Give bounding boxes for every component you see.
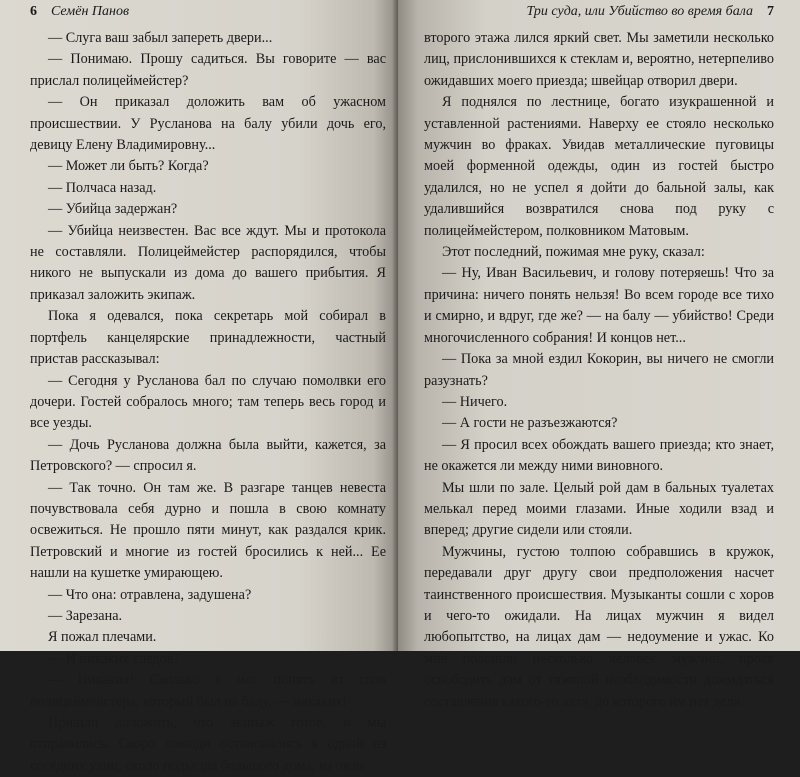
right-page-text (424, 28, 774, 713)
paragraph: — Ничего. (442, 393, 508, 410)
paragraph: — Так точно. Он там же. В разгаре танцев невеста почувствовала себя дурно и пошла в свою комнату освежиться. Не прошло пяти минут, как раздался крик. Петровский и многие из гостей бросились к ней... Ее нашли на кушетке умирающею. (30, 479, 386, 582)
paragraph: Мужчины, густою толпою собравшись в кружок, передавали друг другу свои предположения насчет таинственного происшествия. Музыканты сошли с хоров и чего-то ожидали. На лицах мужчин я видел любопытство, на лицах дам — недоумение и ужас. Ко мне подошли несколько человек мужчин, прося освободить дам от тяжелой необходимости дожидаться составления какого-то акта, до которого им нет дела. (424, 543, 774, 710)
paragraph: — Полчаса назад. (48, 179, 157, 196)
paragraph-continuation: второго этажа лился яркий свет. Мы заметили несколько лиц, прислонившихся к стеклам и, вероятно, нетерпеливо ожидавших моего приезда; швейцар отворил двери. (424, 30, 774, 89)
paragraph: — Ну, Иван Васильевич, и голову потеряешь! Что за причина: ничего понять нельзя! Во всем городе все тихо и смирно, и вдруг, где же? — на балу — убийство! Среди многочисленного собрания! И концов нет... (424, 265, 774, 346)
paragraph: — Убийца неизвестен. Вас все ждут. Мы и протокола не составляли. Полицеймейстер распорядился, чтобы никого не выпускали из дома до вашего прибытия. Я приказал заложить экипаж. (30, 222, 386, 303)
paragraph: Я поднялся по лестнице, богато изукрашенной и уставленной растениями. Наверху ее стояло несколько мужчин во фраках. Увидав металлические пуговицы моей форменной одежды, один из гостей быстро удалился, но не успел я дойти до бальной залы, как удалившийся возвратился снова под руку с полицеймейстером, полковником Матовым. (424, 94, 774, 239)
left-page (0, 0, 398, 774)
paragraph: Я пожал плечами. (48, 629, 157, 646)
paragraph: — Никаких! Сколько я мог понять из слов полицеймейстера, который был на балу, — никаких! (30, 672, 386, 710)
paragraph: — Слуга ваш забыл запереть двери... (48, 30, 273, 46)
paragraph: — Пока за мной ездил Кокорин, вы ничего не смогли разузнать? (424, 351, 774, 389)
paragraph: — Убийца задержан? (48, 201, 178, 218)
paragraph: — Я просил всех обождать вашего приезда; кто знает, не окажется ли между ними виновного. (424, 436, 774, 475)
right-page-number: 7 (767, 4, 774, 19)
paragraph: Мы шли по зале. Целый рой дам в бальных туалетах мелькал перед моими глазами. Иные ходили взад и вперед; другие сидели или стояли. (424, 479, 774, 539)
left-running-head: Семён Панов (51, 4, 130, 19)
paragraph: — И никаких следов? (48, 650, 180, 667)
paragraph: Пока я одевался, пока секретарь мой собирал в портфель канцелярские принадлежности, частный пристав рассказывал: (30, 308, 386, 368)
paragraph: — Может ли быть? Когда? (48, 158, 209, 175)
paragraph: — Понимаю. Прошу садиться. Вы говорите — вас прислал полицеймейстер? (30, 51, 386, 89)
paragraph: — Дочь Русланова должна была выйти, кажется, за Петровского? — спросил я. (30, 436, 386, 475)
left-page-header (30, 4, 386, 26)
paragraph: Пришли доложить, что экипаж готов, и мы отправились. Скоро лошади остановились в одной из соседних улиц, около подъезда большого дома, из окон (30, 715, 386, 774)
paragraph: — Он приказал доложить вам об ужасном происшествии. У Русланова на балу убили дочь его, девицу Елену Владимировну... (30, 94, 386, 154)
paragraph: — Что она: отравлена, задушена? (48, 586, 252, 603)
paragraph: — Сегодня у Русланова бал по случаю помолвки его дочери. Гостей собралось много; там теперь весь город и все уезды. (30, 372, 386, 432)
right-page (398, 0, 800, 710)
left-page-number: 6 (30, 4, 37, 19)
right-page-header (424, 4, 774, 26)
left-page-text (30, 28, 386, 777)
paragraph: — Зарезана. (48, 607, 123, 624)
paragraph: — А гости не разъезжаются? (442, 415, 618, 432)
right-running-head: Три суда, или Убийство во время бала (526, 4, 753, 19)
paragraph: Этот последний, пожимая мне руку, сказал: (442, 244, 705, 261)
